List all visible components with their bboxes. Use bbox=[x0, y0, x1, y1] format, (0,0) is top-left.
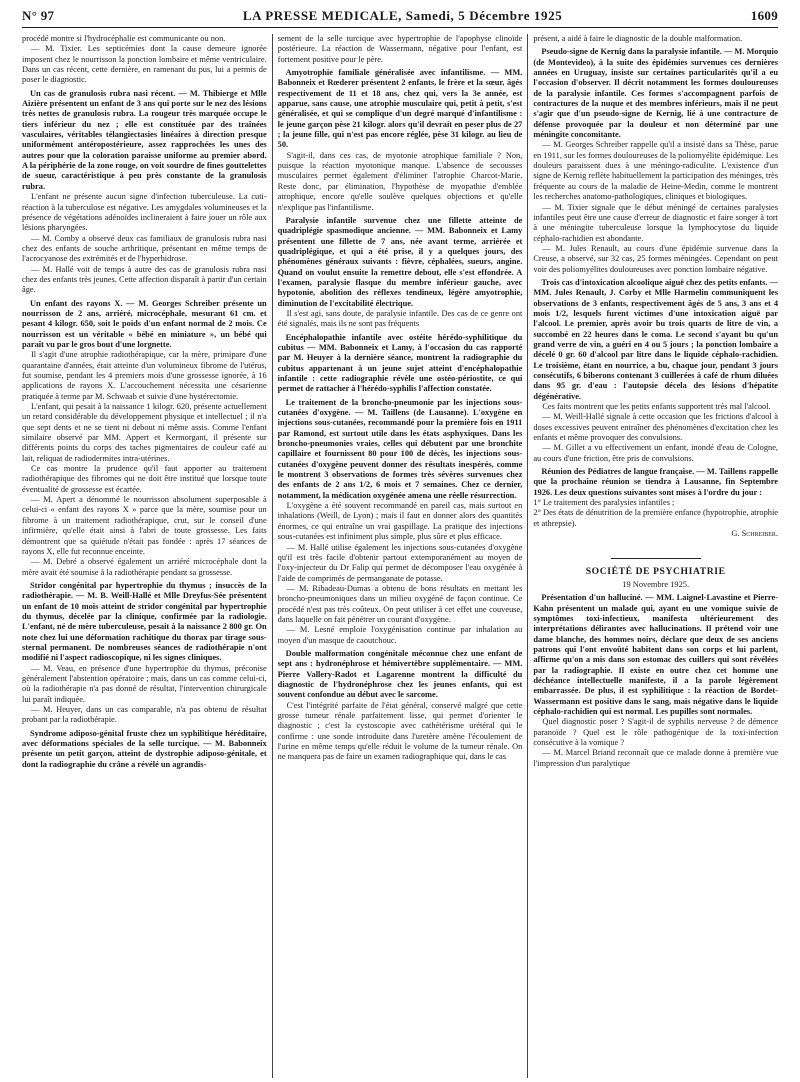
paragraph: L'enfant, qui pesait à la naissance 1 kilogr. 620, présente actuellement un retard considérable du développement physique et intellectuel ; il n'a que sept dents et ne se tient ni debout ni même assis. Comme l'enfant similaire observé par MM. Appert et Kermorgant, il présente sur différents points du corps des taches pigmentaires de couleur café au lait, reliquat de radiodermites intra-utérines. bbox=[22, 402, 267, 463]
article-heading-paragraph: Pseudo-signe de Kernig dans la paralysie infantile. — M. Morquio (de Montevideo), à la suite des épidémies survenues ces dernières années en Uruguay, insiste sur certaines particularités qu'il a eu l'occasion d'observer. Il décrit notamment les formes douloureuses de la paralysie infantile. Ces formes s'accompagnent parfois de contractures de la nuque et des membres inférieurs, mais il ne peut s'agir que d'un pseudo-signe de Kernig, lié à une contracture de défense provoquée par la douleur et non déterminé par une méningite concomitante. bbox=[533, 47, 778, 140]
column-3-lower bbox=[533, 593, 778, 769]
column-2 bbox=[278, 34, 523, 1078]
column-divider bbox=[527, 34, 528, 1078]
paragraph: — M. Hallé utilise également les injections sous-cutanées d'oxygène qu'il est très facile d'obtenir partout extemporanément au moyen de l'oxy-injecteur du Dr Falip qui permet de décomposer l'eau oxygénée à l'aide de comprimés de permanganate de potasse. bbox=[277, 542, 523, 583]
issue-number: N° 97 bbox=[22, 8, 55, 23]
column-3 bbox=[533, 34, 778, 1078]
paragraph: — M. Ribadeau-Dumas a obtenu de bons résultats en mettant les broncho-pneumoniques dans un milieu oxygéné de façon continue. Ce procédé n'est pas très coûteux. On peut utiliser à cet effet une couveuse, dans laquelle on fait pénétrer un courant d'oxygène. bbox=[277, 583, 523, 624]
paragraph: — M. Veau, en présence d'une hypertrophie du thymus, préconise généralement l'abstention opératoire ; mais, dans un cas comme celui-ci, où la radiothérapie n'a pas donné de résultat, l'intervention chirurgicale lui paraît indiquée. bbox=[22, 663, 267, 704]
article-heading-paragraph: Stridor congénital par hypertrophie du thymus ; insuccès de la radiothérapie. — M. B. Weill-Hallé et Mlle Dreyfus-Sée présentent un enfant de 10 mois atteint de stridor congénital par hypertrophie du thymus, décelée par la clinique, confirmée par la radiologie. L'enfant, né de mère tuberculeuse, pesait à la naissance 2 800 gr. On note chez lui une déformation rachitique du thorax par tirage sous-sternal permanent. De nombreuses séances de radiothérapie n'ont modifié ni l'aspect radioscopique, ni les signes cliniques. bbox=[22, 580, 267, 663]
article-heading-paragraph: Réunion des Pédiatres de langue française. — M. Taillens rappelle que la prochaine réunion se tiendra à Lausanne, fin Septembre 1926. Les deux questions suivantes sont mises à l'ordre du jour : bbox=[533, 467, 778, 497]
paragraph: Ce cas montre la prudence qu'il faut apporter au traitement radiothérapique des fibromes qui ne doit être institué que lorsque toute éventualité de grossesse est écartée. bbox=[22, 464, 267, 494]
section-date: 19 Novembre 1925. bbox=[622, 579, 690, 589]
section-title: SOCIÉTÉ DE PSYCHIATRIE bbox=[585, 565, 726, 577]
section-heading-block bbox=[533, 558, 778, 591]
paragraph: — M. Jules Renault, au cours d'une épidémie survenue dans la Creuse, a observé, sur 32 cas, 25 formes méningées. Cependant on peut voir des poliomyélites douloureuses avec ponction lombaire négative. bbox=[533, 243, 778, 274]
paragraph: Il s'est agi, sans doute, de paralysie infantile. Des cas de ce genre ont été signalés, mais ils ne sont pas fréquents bbox=[277, 308, 523, 329]
paragraph: — M. Weill-Hallé signale à cette occasion que les frictions d'alcool à doses excessives peuvent entraîner des phénomènes d'excitation chez les enfants et même provoquer des convulsions. bbox=[533, 412, 778, 443]
column-1 bbox=[22, 34, 267, 1078]
paragraph: — M. Lesné emploie l'oxygénisation continue par inhalation au moyen d'un masque de caoutchouc. bbox=[277, 625, 523, 645]
article-heading-paragraph: Double malformation congénitale méconnue chez une enfant de sept ans : hydronéphrose et hémivertèbre supplémentaire. — MM. Pierre Vallery-Radot et Lagarenne montrent la difficulté du diagnostic de l'hydronéphrose chez les jeunes enfants, qui est souvent confondue au début avec le sarcome. bbox=[277, 648, 523, 700]
paragraph: Ces faits montrent que les petits enfants supportent très mal l'alcool. bbox=[542, 402, 771, 412]
article-heading-paragraph: Trois cas d'intoxication alcoolique aiguë chez des petits enfants. — MM. Jules Renault, J. Corby et Mlle Harmelin communiquent les observations de 3 enfants, respectivement âgés de 5 ans, 3 ans et 4 mois 1/2, lesquels furent victimes d'une intoxication aiguë par l'alcool. Le premier, après avoir bu trois quarts de litre de vin, a succombé en 22 heures dans le coma. Le second s'ayant bu qu'un grand verre de vin, a guéri en 4 ou 5 jours ; la ponction lombaire a décelé 0 gr. 60 d'alcool par litre dans le liquide céphalo-rachidien. Le troisième, étant en nourrice, a bu, chaque jour, pendant 3 jours consécutifs, 6 biberons contenant 3 cuillerées à café de rhum diluées dans 95 gr. d'eau : l'autopsie décela des lésions d'hépatite dégénérative. bbox=[533, 277, 778, 401]
page-header bbox=[22, 8, 778, 24]
paragraph: L'oxygène a été souvent recommandé en pareil cas, mais surtout en inhalations (Weill, de Lyon) ; mais il faut en donner alors des quantités énormes, ce qui entraîne un vrai gaspillage. La pratique des injections sous-cutanées est infiniment plus simple, plus sûre et plus efficace. bbox=[277, 501, 523, 542]
page-number: 1609 bbox=[750, 8, 778, 23]
column-3-upper bbox=[533, 34, 778, 540]
paragraph: — M. Apert a dénommé le nourrisson absolument superposable à celui-ci « enfant des rayons X » parce que la mère, soumise pour un fibrome à un traitement radiothérapique, crut, sur le conseil d'une infirmière, qu'elle était ainsi à l'abri de toute grossesse. Les faits démontrent que sa quiétude n'était pas fondée : après 17 séances de rayons X, elle fut reconnue enceinte. bbox=[22, 495, 267, 556]
paragraph: — M. Tixier. Les septicémies dont la cause demeure ignorée imposent chez le nourrisson la ponction lombaire et même ventriculaire. Dans un cas récent, cette dernière, en ramenant du pus, lui a permis de poser le diagnostic. bbox=[22, 44, 267, 85]
paragraph: C'est l'intégrité parfaite de l'état général, conservé malgré que cette grosse tumeur rénale parfaitement lisse, qui permet d'orienter le diagnostic ; c'est la cystoscopie avec cathétérisme urétéral qui le confirme : une sonde introduite dans l'uretère amène l'écoulement de l'urine en même temps qu'elle réduit le volume de la tumeur rénale. On ne manquera pas de faire un examen radiographique qui, dans le cas bbox=[277, 700, 523, 762]
article-heading-paragraph: Présentation d'un halluciné. — MM. Laignel-Lavastine et Pierre-Kahn présentent un malade qui, ayant eu une vomique suivie de symptômes toxi-infectieux, manifesta ultérieurement des interprétations délirantes avec hallucinations. Il prétend voir une dame blanche, des hommes noirs, déclare que deux de ses anciens patrons qui l'ont envoûté habitent dans son corps et lui parlent, affirme qu'on a mis dans son estomac des cuillers qui sont révélées par la radiographie. Il existe en outre chez cet homme une déchéance intellectuelle manifeste, il a la parole légèrement embarrassée. De plus, il est syphilitique : la réaction de Bordet-Wassermann est positive dans le sang, mais négative dans le liquide céphalo-rachidien qui est normal. Les pupilles sont normales. bbox=[533, 593, 778, 716]
paragraph: sement de la selle turcique avec hypertrophie de l'apophyse clinoïde postérieure. La réaction de Wassermann, négative pour l'enfant, est fortement positive pour le père. bbox=[277, 34, 523, 64]
paragraph: — M. Marcel Briand reconnaît que ce malade donne à première vue l'impression d'un paralytique bbox=[533, 748, 778, 768]
article-heading-paragraph: Amyotrophie familiale généralisée avec infantilisme. — MM. Babonneix et Rœderer présentent 2 enfants, le frère et la sœur, âgés respectivement de 11 et 18 ans, chez qui, vers la 3e année, est apparue, sans cause, une atrophie musculaire qui, petit à petit, s'est généralisée, et qui se complique d'un degré marqué d'infantilisme : le jeune garçon pèse 21 kilogr. alors qu'il devrait en peser plus de 27 ; la jeune fille, qui n'est pas encore réglée, pèse 31 kilogr. au lieu de 50. bbox=[277, 68, 523, 150]
paragraph: procédé montre si l'hydrocéphalie est communicante ou non. bbox=[22, 34, 226, 43]
paragraph: — M. Tixier signale que le début méningé de certaines paralysies infantiles peut être une cause d'erreur de diagnostic et faire songer à tort à une méningite tuberculeuse lorsque la lymphocytose du liquide céphalo-rachidien est abondante. bbox=[533, 202, 778, 243]
paragraph: — M. Gillet a vu effectivement un enfant, inondé d'eau de Cologne, au cours d'une friction, être pris de convulsions. bbox=[533, 443, 778, 463]
article-heading-paragraph: Syndrome adiposo-génital fruste chez un syphilitique héréditaire, avec déformations spéciales de la selle turcique. — M. Babonneix présente un petit garçon, atteint de dystrophie adiposo-génitale, et dont la radiographie du crâne a révélé un agrandis- bbox=[22, 728, 267, 769]
article-heading-paragraph: Paralysie infantile survenue chez une fillette atteinte de quadriplégie spasmodique ancienne. — MM. Babonneix et Lamy présentent une fillette de 7 ans, née avant terme, arriérée et quadriplégique, et qui a été prise, il y a quelques jours, des phénomènes généraux suivants : fièvre, céphalées, sueurs, angine. Quand on voulut ensuite la remettre debout, elle s'est effondrée. A l'examen, paralysie flasque du membre inférieur gauche, avec hypotonie, abolition des réflexes tendineux, légère amyotrophie, diminution de l'excitabilité électrique. bbox=[277, 215, 523, 308]
paragraph: 2° Des états de dénutrition de la première enfance (hypotrophie, atrophie et athrepsie). bbox=[533, 508, 778, 528]
signature: G. Schreiber. bbox=[731, 529, 778, 539]
article-heading-paragraph: Encéphalopathie infantile avec ostéite hérédo-syphilitique du cubitus — MM. Babonneix et Lamy, à l'occasion du cas rapporté par M. Heuyer à la dernière séance, montrent la radiographie du cubitus appartenant à un jeune sujet atteint d'encéphalopathie infantile : cette radiographie révèle une ostéo-périostite, ce qui permet de rattacher à l'hérédo-syphilis l'affection constatée. bbox=[277, 332, 523, 394]
journal-title: LA PRESSE MEDICALE, Samedi, 5 Décembre 1925 bbox=[242, 8, 563, 23]
paragraph: Quel diagnostic poser ? S'agit-il de syphilis nerveuse ? de démence paranoïde ? Quel est le rôle pathogénique de la toxi-infection consécutive à la vomique ? bbox=[533, 717, 778, 747]
paragraph: Il s'agit d'une atrophie radiothérapique, car la mère, primipare d'une quarantaine d'années, était atteinte d'un volumineux fibrome de l'utérus, fut soumise, pendant les 4 premiers mois d'une grossesse ignorée, à 16 applications de rayons X. L'accouchement nécessita une césarienne pratiquée à terme par M. Schwaab et suivie d'une hystérectomie. bbox=[22, 350, 267, 401]
article-heading-paragraph: Un enfant des rayons X. — M. Georges Schreiber présente un nourrisson de 2 ans, arriéré, microcéphale, mesurant 61 cm. et pesant 4 kilogr. 650, soit le poids d'un enfant normal de 2 mois. Ce nourrisson est un véritable « bébé en miniature », un bébé qui paraît vu par le gros bout d'une lorgnette. bbox=[22, 298, 267, 349]
column-divider bbox=[272, 34, 273, 1078]
paragraph: — M. Heuyer, dans un cas comparable, n'a pas obtenu de résultat probant par la radiothérapie. bbox=[22, 705, 267, 725]
article-heading-paragraph: Le traitement de la broncho-pneumonie par les injections sous-cutanées d'oxygène. — M. Taillens (de Lausanne). L'oxygène en injections sous-cutanées, recommandé pour la première fois en 1911 par Ramond, est surtout utile dans les états asphyxiques. Dans les broncho-pneumonies vraies, celles qui débutent par une bronchite capillaire et fournissent 80 pour 100 de décès, les injections sous-cutanées d'oxygène peuvent donner des résultats inespérés, comme le montrent 3 observations de formes très sévères survenues chez des enfants de 2 ans 1/2, 6 mois et 7 semaines. Chez ce dernier, notamment, la médication oxygénée amena une réelle résurrection. bbox=[277, 397, 523, 500]
paragraph: L'enfant ne présente aucun signe d'infection tuberculeuse. La cuti-réaction à la tuberculose est négative. Les amygdales volumineuses et la présence de végétations adénoïdes inclineraient à faire jouer un rôle aux lésions pharyngées. bbox=[22, 192, 267, 233]
text-columns bbox=[22, 34, 778, 1078]
article-heading-paragraph: Un cas de granulosis rubra nasi récent. — M. Thibierge et Mlle Aizière présentent un enfant de 3 ans qui porte sur le nez des lésions très nettes de granulosis rubra. La rougeur très marquée occupe le tiers inférieur du nez ; elle est constituée par des traînées vasculaires, véritables télangiectasies linéaires à direction presque uniformément antéropostérieure, assez rapprochées les unes des autres pour que la coloration paraisse uniforme au premier abord. A la périphérie de la zone rouge, on voit sourdre de fines gouttelettes de sueur, caractéristique à peu près constante de la granulosis rubra. bbox=[22, 88, 267, 191]
paragraph: — M. Comby a observé deux cas familiaux de granulosis rubra nasi chez des enfants de souche arthritique, présentant en même temps de l'acrocyanose des extrémités et de l'hyperhidrose. bbox=[22, 233, 267, 264]
header-rule bbox=[22, 27, 778, 28]
paragraph: — M. Hallé voit de temps à autre des cas de granulosis rubra nasi chez des enfants très jeunes. Cette affection disparaît à partir d'un certain âge. bbox=[22, 264, 267, 295]
paragraph: — M. Debré a observé également un arriéré microcéphale dont la mère avait été soumise à la radiothérapie pendant sa grossesse. bbox=[22, 557, 267, 577]
section-rule bbox=[611, 558, 701, 559]
paragraph: S'agit-il, dans ces cas, de myotonie atrophique familiale ? Non, puisque la réaction myotonique manque. L'absence de secousses musculaires permet également d'éliminer l'atrophie Charcot-Marie. Reste donc, par élimination, l'hypothèse de myopathie d'emblée atrophique, encore qu'elle soulève quelques objections et qu'elle n'explique pas l'infantilisme. bbox=[277, 150, 523, 212]
paragraph: présent, a aidé à faire le diagnostic de la double malformation. bbox=[533, 34, 743, 43]
paragraph: 1° Le traitement des paralysies infantiles ; bbox=[533, 498, 675, 508]
paragraph: — M. Georges Schreiber rappelle qu'il a insisté dans sa Thèse, parue en 1911, sur les formes douloureuses de la poliomyélite épidémique. Les douleurs paraissent dues à une méningo-radiculite. L'existence d'un signe de Kernig reflète habituellement la participation des méninges, très fréquente au cours de la maladie de Heine-Medin, comme le montrent les recherches anatomo-pathologiques, cliniques et biologiques. bbox=[533, 140, 778, 202]
